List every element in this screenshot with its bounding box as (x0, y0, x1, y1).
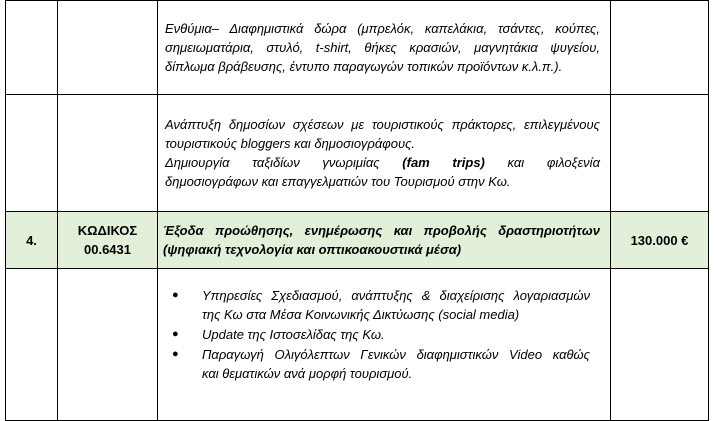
description-line: δημοσιογράφων και επαγγελματιών του Τουρισμού στην Κω. (165, 174, 511, 189)
bullet-list (158, 286, 590, 383)
description-text: και φιλοξενία (484, 155, 600, 170)
list-item-line: της Κω στα Μέσα Κοινωνικής Δικτύωσης (social media) (202, 307, 520, 322)
amount-cell (611, 269, 709, 421)
list-item-line: Update της Ιστοσελίδας της Κω. (202, 327, 385, 342)
item-number: 4. (6, 212, 58, 269)
amount-cell (611, 95, 709, 212)
list-item-line: και θεματικών ανά μορφή τουρισμού. (202, 366, 413, 381)
amount-cell (611, 1, 709, 95)
description-cell (158, 95, 611, 212)
number-cell (6, 269, 58, 421)
description-line: σημειωματάρια, στυλό, t-shirt, θήκες κρασιών, μαγνητάκια ψυγείου, (165, 40, 600, 55)
expense-title: Έξοδα προώθησης, ενημέρωσης και προβολής δραστηριοτήτων (163, 223, 600, 238)
description-line: τουριστικούς bloggers και δημοσιογράφους. (165, 136, 416, 151)
description-line: Ενθύμια– Διαφημιστικά δώρα (μπρελόκ, καπελάκια, τσάντες, κούπες, (165, 21, 600, 36)
description-line (165, 153, 600, 172)
fam-trips-emphasis: (fam trips) (402, 155, 485, 170)
table-row (6, 1, 709, 95)
table-row (6, 95, 709, 212)
number-cell (6, 1, 58, 95)
description-line: Ανάπτυξη δημοσίων σχέσεων με τουριστικούς πράκτορες, επιλεγμένους (165, 117, 600, 132)
list-item (158, 286, 590, 324)
expense-subtitle: (ψηφιακή τεχνολογία και οπτικοακουστικά μέσα) (163, 242, 462, 257)
bullet-icon: ● (172, 289, 179, 301)
description-text: Δημιουργία ταξιδίων γνωριμίας (165, 155, 403, 170)
list-item (158, 345, 590, 383)
number-cell (6, 95, 58, 212)
bullet-list-cell (158, 269, 611, 421)
table-row-highlighted (6, 212, 709, 269)
code-cell (58, 95, 158, 212)
code-value: 00.6431 (84, 242, 131, 257)
table-row (6, 269, 709, 421)
expense-title-cell (158, 212, 611, 269)
code-label: ΚΩΔΙΚΟΣ (77, 223, 138, 238)
description-line: δίπλωμα βράβευσης, έντυπο παραγωγών τοπικών προϊόντων κ.λ.π.). (165, 59, 563, 74)
code-cell (58, 1, 158, 95)
code-cell (58, 212, 158, 269)
bullet-icon: ● (172, 348, 179, 360)
code-cell (58, 269, 158, 421)
budget-table (5, 0, 709, 421)
description-cell (158, 1, 611, 95)
list-item (158, 325, 590, 344)
list-item-line: Παραγωγή Ολιγόλεπτων Γενικών διαφημιστικών Video καθώς (202, 347, 590, 362)
amount-value: 130.000 € (611, 212, 709, 269)
bullet-icon: ● (172, 328, 179, 340)
list-item-line: Υπηρεσίες Σχεδιασμού, ανάπτυξης & διαχείρισης λογαριασμών (202, 288, 590, 303)
